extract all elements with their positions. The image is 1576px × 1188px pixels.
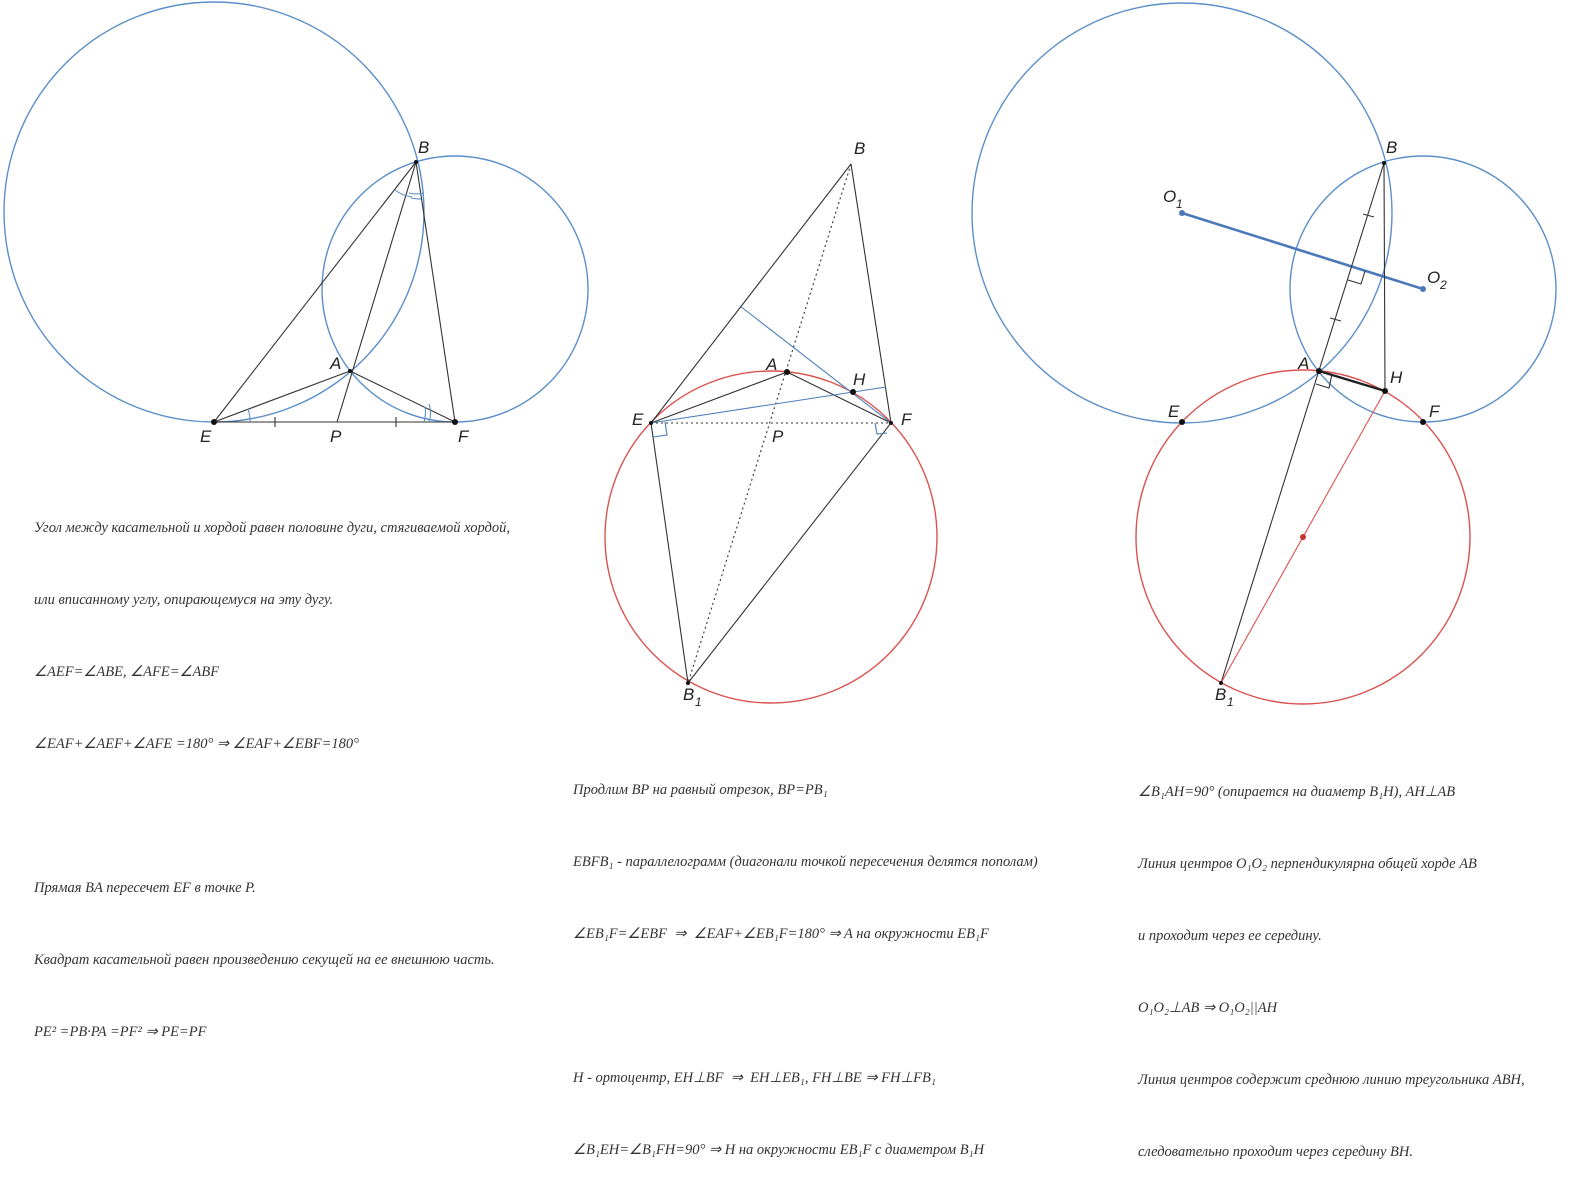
left-segment-AF bbox=[350, 371, 455, 422]
right-right-angle-A bbox=[1316, 374, 1332, 388]
proof-text-left bbox=[34, 468, 510, 1068]
right-point-A bbox=[1316, 368, 1322, 374]
middle-label-F: F bbox=[901, 410, 912, 429]
right-point-B bbox=[1382, 161, 1386, 165]
right-label-O2: O bbox=[1427, 268, 1441, 287]
left-label-A: A bbox=[330, 354, 342, 373]
text-left-line: или вписанному углу, опирающемуся на эту дугу. bbox=[34, 592, 334, 608]
text-left-line: PE² =PB·PA =PF² ⇒ PE=PF bbox=[34, 1024, 207, 1040]
text-right-line: и проходит через ее середину. bbox=[1138, 928, 1322, 944]
right-right-angle-mid bbox=[1348, 271, 1365, 284]
figure-left bbox=[4, 2, 588, 446]
left-label-E: E bbox=[200, 427, 212, 446]
middle-segment-EB1 bbox=[651, 423, 688, 683]
right-label-A: A bbox=[1298, 354, 1310, 373]
left-label-P: P bbox=[330, 427, 342, 446]
proof-text-right bbox=[1138, 732, 1525, 1188]
text-right-line: ∠B₁AH=90° (опирается на диаметр B₁H), AH⊥AB bbox=[1138, 784, 1456, 800]
left-segment-BF bbox=[416, 162, 455, 422]
left-point-F bbox=[452, 419, 458, 425]
text-right-line: Линия центров содержит среднюю линию треугольника ABH, bbox=[1138, 1072, 1525, 1088]
middle-segment-EB bbox=[651, 164, 851, 423]
middle-label-B: B bbox=[854, 139, 866, 158]
proof-text-middle bbox=[573, 730, 1038, 1186]
right-point-red-center bbox=[1300, 534, 1306, 540]
text-middle-line: ∠B₁EH=∠B₁FH=90° ⇒ H на окружности EB₁F с диаметром B₁H bbox=[573, 1142, 985, 1158]
text-middle-line: Продлим BP на равный отрезок, BP=PB₁ bbox=[573, 782, 828, 798]
middle-point-H bbox=[850, 389, 856, 395]
right-label-B1: B bbox=[1215, 685, 1227, 704]
middle-point-E bbox=[649, 421, 653, 425]
right-label-E: E bbox=[1168, 402, 1180, 421]
left-segment-EB bbox=[214, 162, 416, 422]
right-label-H: H bbox=[1390, 368, 1403, 387]
text-left-line: ∠EAF+∠AEF+∠AFE =180° ⇒ ∠EAF+∠EBF=180° bbox=[34, 736, 359, 752]
left-point-A bbox=[348, 369, 352, 373]
text-middle-line bbox=[573, 994, 1038, 1018]
left-angle-arc-B3 bbox=[409, 193, 424, 194]
right-label-O1: O bbox=[1163, 187, 1177, 206]
right-label-B1-sub: 1 bbox=[1227, 695, 1234, 709]
text-left-line: Прямая BA пересечет EF в точке P. bbox=[34, 880, 256, 896]
text-left-line: Угол между касательной и хордой равен половине дуги, стягиваемой хордой, bbox=[34, 520, 510, 536]
middle-label-E: E bbox=[632, 410, 644, 429]
left-angle-arc-F1 bbox=[424, 407, 425, 422]
right-label-O2-sub: 2 bbox=[1440, 278, 1447, 292]
left-point-B bbox=[414, 160, 418, 164]
left-angle-arc-B2 bbox=[411, 198, 421, 199]
right-tick-upper bbox=[1363, 214, 1374, 217]
middle-label-A: A bbox=[766, 355, 778, 374]
middle-label-B1: B bbox=[683, 685, 695, 704]
left-point-E bbox=[211, 419, 217, 425]
text-right-line: O₁O₂⊥AB ⇒ O₁O₂||AH bbox=[1138, 1000, 1278, 1016]
right-segment-BB1 bbox=[1221, 163, 1384, 683]
middle-point-F bbox=[889, 421, 893, 425]
figure-right bbox=[972, 3, 1556, 709]
middle-label-P: P bbox=[772, 427, 784, 446]
text-right-line: следовательно проходит через середину BH. bbox=[1138, 1144, 1413, 1160]
left-segment-BP bbox=[337, 162, 416, 422]
left-angle-arc-E bbox=[248, 409, 250, 422]
text-middle-line: H - ортоцентр, EH⊥BF ⇒ EH⊥EB₁, FH⊥BE ⇒ FH⊥FB₁ bbox=[573, 1070, 936, 1086]
left-big-circle bbox=[4, 2, 424, 422]
middle-right-angle-F bbox=[875, 423, 887, 434]
right-label-B: B bbox=[1386, 138, 1398, 157]
text-left-line bbox=[34, 804, 510, 828]
middle-segment-AF bbox=[787, 372, 891, 423]
middle-right-angle-E bbox=[653, 422, 667, 437]
left-label-F: F bbox=[458, 427, 469, 446]
middle-label-H: H bbox=[853, 370, 866, 389]
left-label-B: B bbox=[418, 138, 430, 157]
left-small-circle bbox=[322, 156, 588, 422]
right-label-F: F bbox=[1429, 402, 1440, 421]
text-middle-line: ∠EB₁F=∠EBF ⇒ ∠EAF+∠EB₁F=180° ⇒ A на окружности EB₁F bbox=[573, 926, 989, 942]
right-segment-BH bbox=[1384, 163, 1385, 391]
middle-segment-B1F bbox=[688, 423, 891, 683]
text-left-line: ∠AEF=∠ABE, ∠AFE=∠ABF bbox=[34, 664, 220, 680]
right-point-F bbox=[1420, 419, 1426, 425]
text-left-line: Квадрат касательной равен произведению секущей на ее внешнюю часть. bbox=[34, 952, 495, 968]
middle-label-B1-sub: 1 bbox=[695, 695, 702, 709]
middle-point-A bbox=[784, 369, 790, 375]
right-point-O2 bbox=[1420, 286, 1426, 292]
right-point-E bbox=[1179, 419, 1185, 425]
right-line-of-centers bbox=[1182, 213, 1423, 289]
right-point-H bbox=[1382, 388, 1388, 394]
right-label-O1-sub: 1 bbox=[1176, 197, 1183, 211]
text-middle-line: EBFB₁ - параллелограмм (диагонали точкой пересечения делятся пополам) bbox=[573, 854, 1038, 870]
text-right-line: Линия центров O₁O₂ перпендикулярна общей хорде AB bbox=[1138, 856, 1477, 872]
figure-middle bbox=[605, 139, 937, 709]
